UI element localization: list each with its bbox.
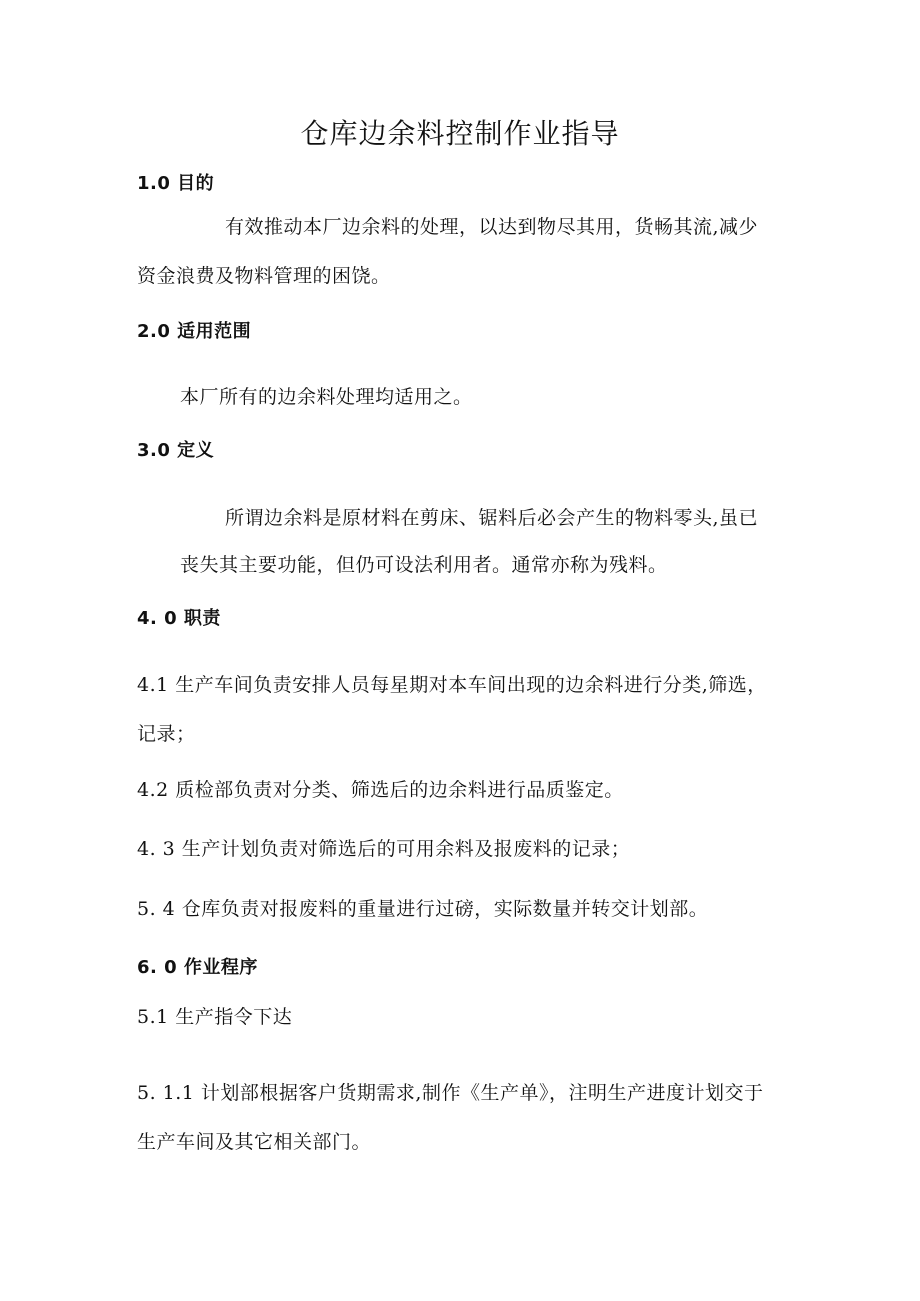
section-heading-purpose: 1.0 目的 <box>137 173 215 194</box>
definition-paragraph-line-1: 所谓边余料是原材料在剪床、锯料后必会产生的物料零头,虽已 <box>225 507 759 529</box>
item-5-1-1-line-1: 5. 1.1 计划部根据客户货期需求,制作《生产单》，注明生产进度计划交于 <box>137 1082 764 1104</box>
scope-paragraph: 本厂所有的边余料处理均适用之。 <box>180 386 473 408</box>
item-4-4: 5. 4 仓库负责对报废料的重量进行过磅，实际数量并转交计划部。 <box>137 898 709 920</box>
purpose-paragraph-line-2: 资金浪费及物料管理的困饶。 <box>137 265 391 287</box>
purpose-paragraph-line-1: 有效推动本厂边余料的处理，以达到物尽其用，货畅其流,减少 <box>225 216 759 238</box>
section-heading-procedure: 6. 0 作业程序 <box>137 957 258 978</box>
section-heading-scope: 2.0 适用范围 <box>137 321 252 342</box>
document-title: 仓库边余料控制作业指导 <box>300 117 620 150</box>
definition-paragraph-line-2: 丧失其主要功能，但仍可设法利用者。通常亦称为残料。 <box>180 554 668 576</box>
item-4-3: 4. 3 生产计划负责对筛选后的可用余料及报废料的记录； <box>137 838 631 860</box>
item-4-1-line-2: 记录； <box>137 723 196 745</box>
item-5-1-1-line-2: 生产车间及其它相关部门。 <box>137 1131 372 1153</box>
item-4-2: 4.2 质检部负责对分类、筛选后的边余料进行品质鉴定。 <box>137 779 624 801</box>
section-heading-responsibilities: 4. 0 职责 <box>137 608 221 629</box>
item-4-1-line-1: 4.1 生产车间负责安排人员每星期对本车间出现的边余料进行分类,筛选， <box>137 674 767 696</box>
section-heading-definition: 3.0 定义 <box>137 440 215 461</box>
subsection-5-1: 5.1 生产指令下达 <box>137 1006 293 1028</box>
